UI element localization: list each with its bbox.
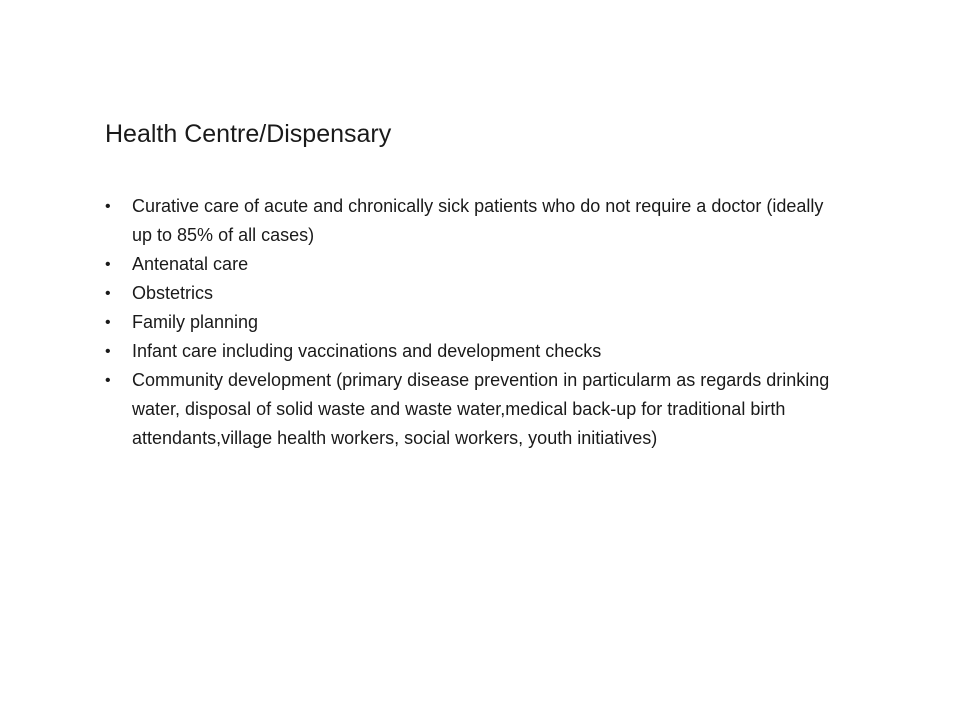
list-item xyxy=(105,192,845,250)
bullet-icon: • xyxy=(105,343,111,360)
list-item xyxy=(105,279,845,308)
slide-title: Health Centre/Dispensary xyxy=(105,120,392,148)
list-item-text: Family planning xyxy=(132,312,259,332)
list-item-text: Antenatal care xyxy=(132,254,249,274)
list-item xyxy=(105,250,845,279)
bullet-icon: • xyxy=(105,198,111,215)
list-item xyxy=(105,337,845,366)
list-item-text: Community development (primary disease prevention in particularm as regards drinking water, disposal of solid waste and waste water,medical back-up for traditional birth attendants,village health workers, social workers, youth initiatives) xyxy=(132,370,830,448)
list-item xyxy=(105,308,845,337)
bullet-icon: • xyxy=(105,372,111,389)
bullet-icon: • xyxy=(105,285,111,302)
list-item xyxy=(105,366,845,453)
bullet-icon: • xyxy=(105,314,111,331)
bullet-list xyxy=(105,192,845,453)
list-item-text: Infant care including vaccinations and development checks xyxy=(132,341,602,361)
list-item-text: Obstetrics xyxy=(132,283,214,303)
list-item-text: Curative care of acute and chronically sick patients who do not require a doctor (ideally up to 85% of all cases) xyxy=(132,196,824,245)
bullet-icon: • xyxy=(105,256,111,273)
